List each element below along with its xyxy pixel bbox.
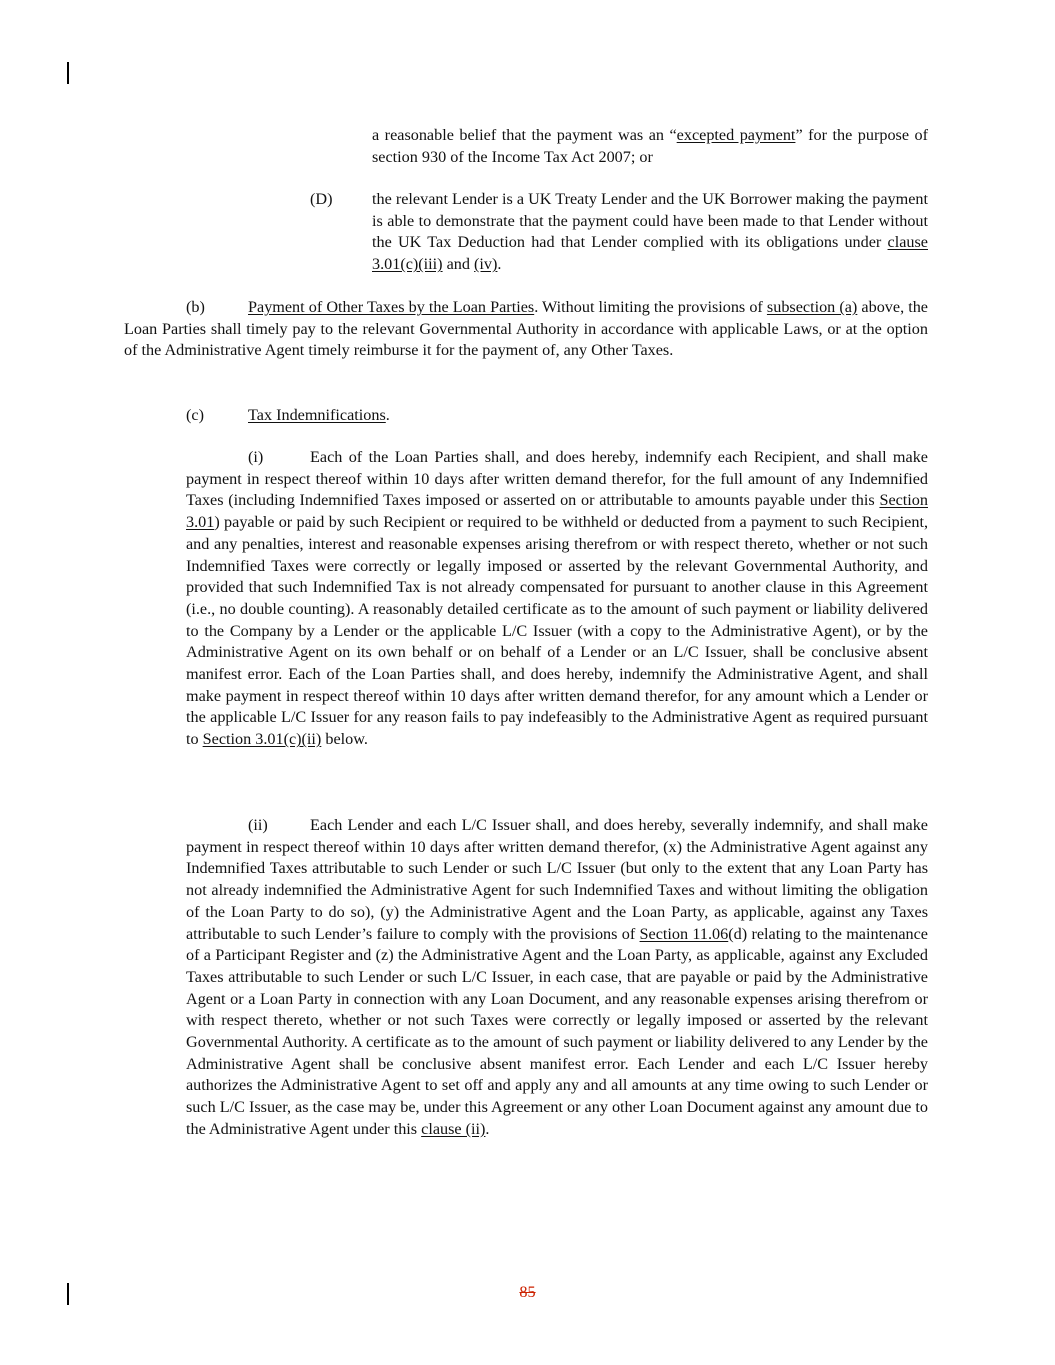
text-run: Each Lender and each L/C Issuer shall, and does hereby, severally indemnify, and shall make payment in respect thereof within 10 days after written demand therefor, (x) the Administrative Agent against any Indemnified Taxes attributable to such Lender or such L/C Issuer (but only to the extent that any Loan Party has not already indemnified the Administrative Agent for such Indemnified Taxes and without limiting the obligation of the Loan Party to do so), (y) the Administrative Agent and the Loan Party, as applicable, against any Taxes attributable to such Lender’s failure to comply with the provisions of [186,816,928,943]
paragraph-heading: Payment of Other Taxes by the Loan Parties [248,298,535,316]
page-number: 85 [519,1283,536,1301]
cross-reference-iv[interactable]: (iv) [474,255,498,274]
change-bar-top [67,62,69,84]
subparagraph-label: (i) [248,448,264,466]
cross-reference-clause-3-01-c-iii[interactable]: clause 3.01(c)(iii) [372,233,928,274]
paragraph-heading: Tax Indemnifications [248,406,386,424]
text-run: (d) relating to the maintenance of a Participant Register and (z) the Administrative Agent and the Loan Party, as applicable, against any Excluded Taxes attributable to such Lender or such L/C Issuer, in each case, that are payable or paid by the Administrative Agent or a Loan Party in connection with any Loan Document, and any reasonable expenses arising therefrom or with respect thereto, whether or not such Taxes were correctly or legally imposed or asserted by the relevant Governmental Authority. A certificate as to the amount of such payment or liability delivered to any Lender by the Administrative Agent shall be conclusive absent manifest error. Each Lender and each L/C Issuer hereby authorizes the Administrative Agent to set off and apply any and all amounts at any time owing to such Lender or such L/C Issuer, as the case may be, under this Agreement or any other Loan Document against any amount due to the Administrative Agent under this [186,924,928,1138]
continued-clause-text [372,125,928,168]
subparagraph-label: (ii) [248,816,268,834]
text-run: below. [321,730,368,749]
paragraph-c-heading [186,405,928,427]
clause-label: (D) [310,190,333,208]
paragraph-label: (c) [186,406,204,424]
text-run: . [497,255,502,274]
cross-reference-subsection-a[interactable]: subsection (a) [766,298,858,316]
text-run: ) payable or paid by such Recipient or required to be withheld or deducted from a payment to such Recipient, and any penalties, interest and reasonable expenses arising therefrom or with respect thereto, whether or not such Indemnified Taxes were correctly or legally imposed or asserted by the relevant Governmental Authority, and provided that such Indemnified Tax is not already compensated for pursuant to another clause in this Agreement (i.e., no double counting). A reasonably detailed certificate as to the amount of such payment or liability delivered to the Company by a Lender or the applicable L/C Issuer (with a copy to the Administrative Agent), or by the Administrative Agent on its own behalf or on behalf of a Lender or an L/C Issuer, shall be conclusive absent manifest error. Each of the Loan Parties shall, and does hereby, indemnify the Administrative Agent, and shall make payment in respect thereof within 10 days after written demand therefor, for any amount which a Lender or the applicable L/C Issuer for any reason fails to pay indefeasibly to the Administrative Agent as required pursuant to [186,513,928,749]
text-run: the relevant Lender is a UK Treaty Lender and the UK Borrower making the payment is able to demonstrate that the payment could have been made to that Lender without the UK Tax Deduction had that Lender complied with its obligations under [372,190,928,252]
text-run: . [385,406,390,424]
text-run: . [485,1119,490,1138]
paragraph-b [124,297,928,362]
clause-item-d [310,189,928,276]
cross-reference-section-11-06[interactable]: Section 11.06 [639,924,729,943]
text-run: above, the Loan Parties shall timely pay to the relevant Governmental Authority in accordance with applicable Laws, or at the option of the Administrative Agent timely reimburse it for the payment of, any Other Taxes. [124,298,928,360]
subparagraph-i [186,447,928,751]
clause-body [372,189,928,276]
text-run: Each of the Loan Parties shall, and does hereby, indemnify each Recipient, and shall make payment in respect thereof within 10 days after written demand therefor, for the full amount of any Indemnified Taxes (including Indemnified Taxes imposed or asserted on or attributable to amounts payable under this [186,448,928,510]
text-run: and [442,255,475,274]
cross-reference-section-3-01[interactable]: Section 3.01 [186,491,928,532]
cross-reference-section-3-01-c-ii[interactable]: Section 3.01(c)(ii) [202,730,322,749]
text-run: ” for the purpose of section 930 of the Income Tax Act 2007; or [372,126,929,166]
cross-reference-excepted-payment[interactable]: excepted payment [676,126,796,144]
text-run: . Without limiting the provisions of [534,298,767,316]
text-run: a reasonable belief that the payment was an “ [372,126,677,144]
subparagraph-ii [186,815,928,1141]
cross-reference-clause-ii[interactable]: clause (ii) [421,1119,486,1138]
paragraph-label: (b) [186,298,205,316]
